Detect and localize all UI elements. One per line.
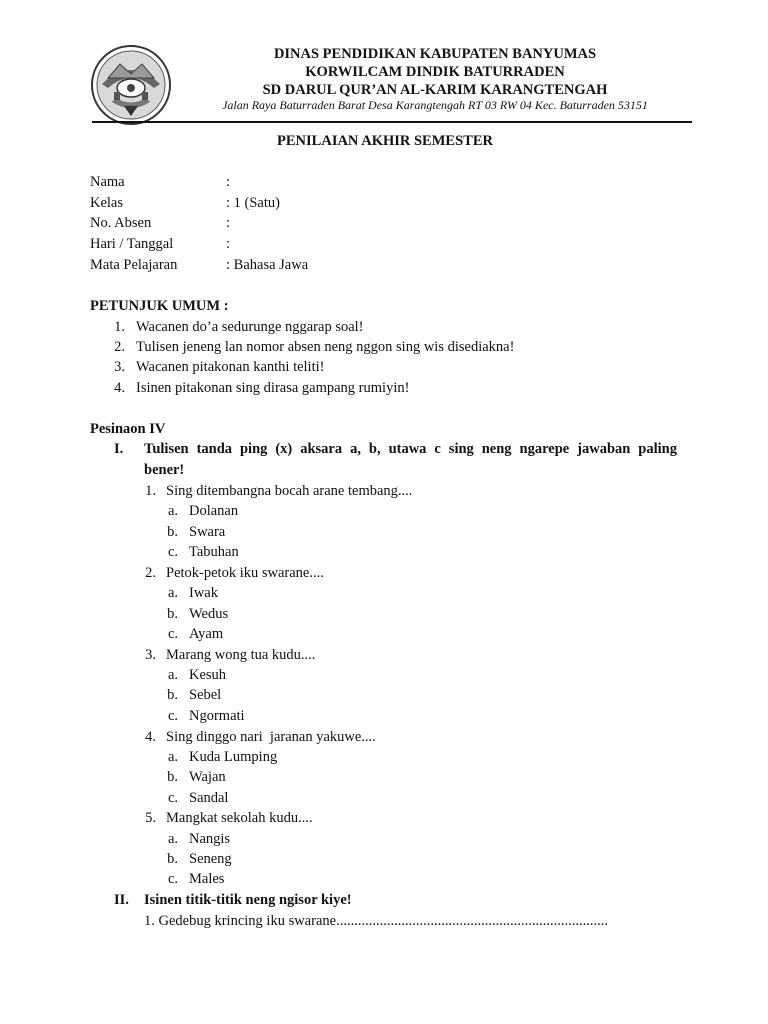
part1-instruction-cont: bener! — [144, 462, 185, 478]
option-text: Swara — [189, 524, 226, 540]
letterhead-office: KORWILCAM DINDIK BATURRADEN — [305, 64, 565, 80]
option-text: Dolanan — [189, 503, 239, 519]
option-key: c. — [167, 544, 178, 560]
part2-instruction: Isinen titik-titik neng ngisor kiye! — [144, 892, 352, 908]
option-key: b. — [167, 606, 178, 622]
option-text: Males — [189, 871, 225, 887]
question-number: 2. — [145, 565, 156, 581]
instruction-number: 3. — [114, 359, 125, 375]
instruction-text: Wacanen pitakonan kanthi teliti! — [136, 359, 325, 375]
instruction-text: Tulisen jeneng lan nomor absen neng nggon sing wis disediakna! — [136, 339, 515, 355]
question-text: Marang wong tua kudu.... — [166, 647, 316, 663]
question-number: 3. — [145, 647, 156, 663]
identity-label-mapel: Mata Pelajaran — [90, 257, 178, 273]
option-key: c. — [167, 626, 178, 642]
question-text: Sing dinggo nari jaranan yakuwe.... — [166, 729, 376, 745]
option-key: a. — [167, 585, 178, 601]
question-text: Mangkat sekolah kudu.... — [166, 810, 313, 826]
option-text: Kesuh — [189, 667, 227, 683]
identity-label-tanggal: Hari / Tanggal — [90, 236, 174, 252]
identity-value-kelas: : 1 (Satu) — [226, 195, 280, 211]
option-key: a. — [167, 749, 178, 765]
option-key: c. — [167, 790, 178, 806]
exam-title: PENILAIAN AKHIR SEMESTER — [277, 133, 493, 149]
identity-label-kelas: Kelas — [90, 195, 124, 211]
question-text: Sing ditembangna bocah arane tembang.... — [166, 483, 413, 499]
option-text: Wedus — [189, 606, 229, 622]
instructions-heading: PETUNJUK UMUM : — [90, 298, 229, 314]
instruction-number: 2. — [114, 339, 125, 355]
district-crest-logo — [90, 44, 172, 126]
option-text: Nangis — [189, 831, 231, 847]
instruction-text: Isinen pitakonan sing dirasa gampang rumiyin! — [136, 380, 410, 396]
option-key: b. — [167, 524, 178, 540]
question-number: 1. — [145, 483, 156, 499]
instruction-number: 4. — [114, 380, 125, 396]
option-text: Seneng — [189, 851, 232, 867]
option-key: b. — [167, 851, 178, 867]
question-number: 4. — [145, 729, 156, 745]
option-text: Sebel — [189, 687, 222, 703]
letterhead-divider — [92, 121, 692, 123]
option-key: a. — [167, 667, 178, 683]
letterhead-agency: DINAS PENDIDIKAN KABUPATEN BANYUMAS — [273, 46, 597, 62]
identity-value-absen: : — [226, 215, 231, 231]
part1-numeral: I. — [114, 441, 124, 457]
option-key: c. — [167, 708, 178, 724]
option-key: a. — [167, 503, 178, 519]
identity-label-nama: Nama — [90, 174, 125, 190]
letterhead-address: Jalan Raya Baturraden Barat Desa Karangtengah RT 03 RW 04 Kec. Baturraden 53151 — [222, 98, 648, 112]
letterhead-school: SD DARUL QUR’AN AL-KARIM KARANGTENGAH — [262, 82, 608, 98]
option-text: Kuda Lumping — [189, 749, 278, 765]
option-key: b. — [167, 769, 178, 785]
part1-instruction: Tulisen tanda ping (x) aksara a, b, utawa c sing neng ngarepe jawaban paling — [144, 441, 677, 457]
option-text: Iwak — [189, 585, 218, 601]
question-text: Petok-petok iku swarane.... — [166, 565, 324, 581]
option-text: Tabuhan — [189, 544, 239, 560]
option-text: Ngormati — [189, 708, 245, 724]
fill-in-question: 1. Gedebug krincing iku swarane........................................................................... — [144, 913, 608, 929]
option-key: a. — [167, 831, 178, 847]
option-key: c. — [167, 871, 178, 887]
identity-value-mapel: : Bahasa Jawa — [226, 257, 309, 273]
identity-label-absen: No. Absen — [90, 215, 152, 231]
part2-numeral: II. — [114, 892, 129, 908]
instruction-number: 1. — [114, 319, 125, 335]
section-heading: Pesinaon IV — [90, 421, 166, 437]
identity-value-nama: : — [226, 174, 231, 190]
option-text: Sandal — [189, 790, 229, 806]
option-text: Ayam — [189, 626, 224, 642]
instruction-text: Wacanen do’a sedurunge nggarap soal! — [136, 319, 364, 335]
option-key: b. — [167, 687, 178, 703]
question-number: 5. — [145, 810, 156, 826]
identity-value-tanggal: : — [226, 236, 231, 252]
option-text: Wajan — [189, 769, 226, 785]
